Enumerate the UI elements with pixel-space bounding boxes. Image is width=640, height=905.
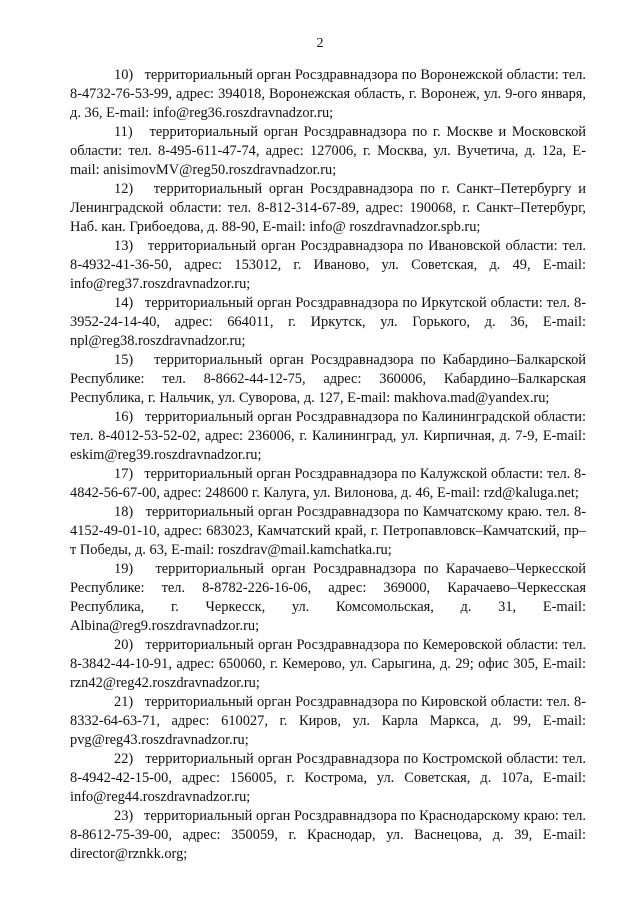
- list-item: 22) территориальный орган Росздравнадзора по Костромской области: тел. 8-4942-42-15-00, адрес: 156005, г. Кострома, ул. Советская, д. 107а, E-mail: info@reg44.roszdravnadzor.ru;: [70, 751, 586, 805]
- list-item: 20) территориальный орган Росздравнадзора по Кемеровской области: тел. 8-3842-44-10-91, адрес: 650060, г. Кемерово, ул. Сарыгина, д. 29; офис 305, E-mail: rzn42@reg42.roszdravnadzor.ru;: [70, 637, 586, 691]
- list-item: 11) территориальный орган Росздравнадзора по г. Москве и Московской области: тел. 8-495-611-47-74, адрес: 127006, г. Москва, ул. Вучетича, д. 12а, E-mail: anisimovMV@reg50.roszdravnadzor.ru;: [70, 124, 586, 178]
- list-item: 12) территориальный орган Росздравнадзора по г. Санкт–Петербургу и Ленинградской области: тел. 8-812-314-67-89, адрес: 190068, г. Санкт–Петербург, Наб. кан. Грибоедова, д. 88-90, E-mail: info@ roszdravnadzor.spb.ru;: [70, 181, 586, 235]
- list-item: 23) территориальный орган Росздравнадзора по Краснодарскому краю: тел. 8-8612-75-39-00, адрес: 350059, г. Краснодар, ул. Васнецова, д. 39, E-mail: director@rznkk.org;: [70, 808, 586, 862]
- list-item: 16) территориальный орган Росздравнадзора по Калининградской области: тел. 8-4012-53-52-02, адрес: 236006, г. Калининград, ул. Кирпичная, д. 7-9, E-mail: eskim@reg39.roszdravnadzor.ru;: [70, 409, 586, 463]
- list-item: 18) территориальный орган Росздравнадзора по Камчатскому краю. тел. 8-4152-49-01-10, адрес: 683023, Камчатский край, г. Петропавловск–Камчатский, пр–т Победы, д. 63, E-mail: roszdrav@mail.kamchatka.ru;: [70, 504, 586, 558]
- list-item: 19) территориальный орган Росздравнадзора по Карачаево–Черкесской Республике: тел. 8-8782-226-16-06, адрес: 369000, Карачаево–Черкесская Республика, г. Черкесск, ул. Комсомольская, д. 31, E-mail: Albina@reg9.roszdravnadzor.ru;: [70, 561, 586, 634]
- list-item: 17) территориальный орган Росздравнадзора по Калужской области: тел. 8-4842-56-67-00, адрес: 248600 г. Калуга, ул. Вилонова, д. 46, E-mail: rzd@kaluga.net;: [70, 466, 586, 501]
- document-body: [70, 66, 586, 864]
- page-number: 2: [316, 36, 324, 51]
- list-item: 14) территориальный орган Росздравнадзора по Иркутской области: тел. 8-3952-24-14-40, адрес: 664011, г. Иркутск, ул. Горького, д. 36, E-mail: npl@reg38.roszdravnadzor.ru;: [70, 295, 586, 349]
- list-item: 10) территориальный орган Росздравнадзора по Воронежской области: тел. 8-4732-76-53-99, адрес: 394018, Воронежская область, г. Воронеж, ул. 9-ого января, д. 36, E-mail: info@reg36.roszdravnadzor.ru;: [70, 67, 586, 121]
- list-item: 15) территориальный орган Росздравнадзора по Кабардино–Балкарской Республике: тел. 8-8662-44-12-75, адрес: 360006, Кабардино–Балкарская Республика, г. Нальчик, ул. Суворова, д. 127, E-mail: makhova.mad@yandex.ru;: [70, 352, 586, 406]
- list-item: 21) территориальный орган Росздравнадзора по Кировской области: тел. 8-8332-64-63-71, адрес: 610027, г. Киров, ул. Карла Маркса, д. 99, E-mail: pvg@reg43.roszdravnadzor.ru;: [70, 694, 586, 748]
- list-item: 13) территориальный орган Росздравнадзора по Ивановской области: тел. 8-4932-41-36-50, адрес: 153012, г. Иваново, ул. Советская, д. 49, E-mail: info@reg37.roszdravnadzor.ru;: [70, 238, 586, 292]
